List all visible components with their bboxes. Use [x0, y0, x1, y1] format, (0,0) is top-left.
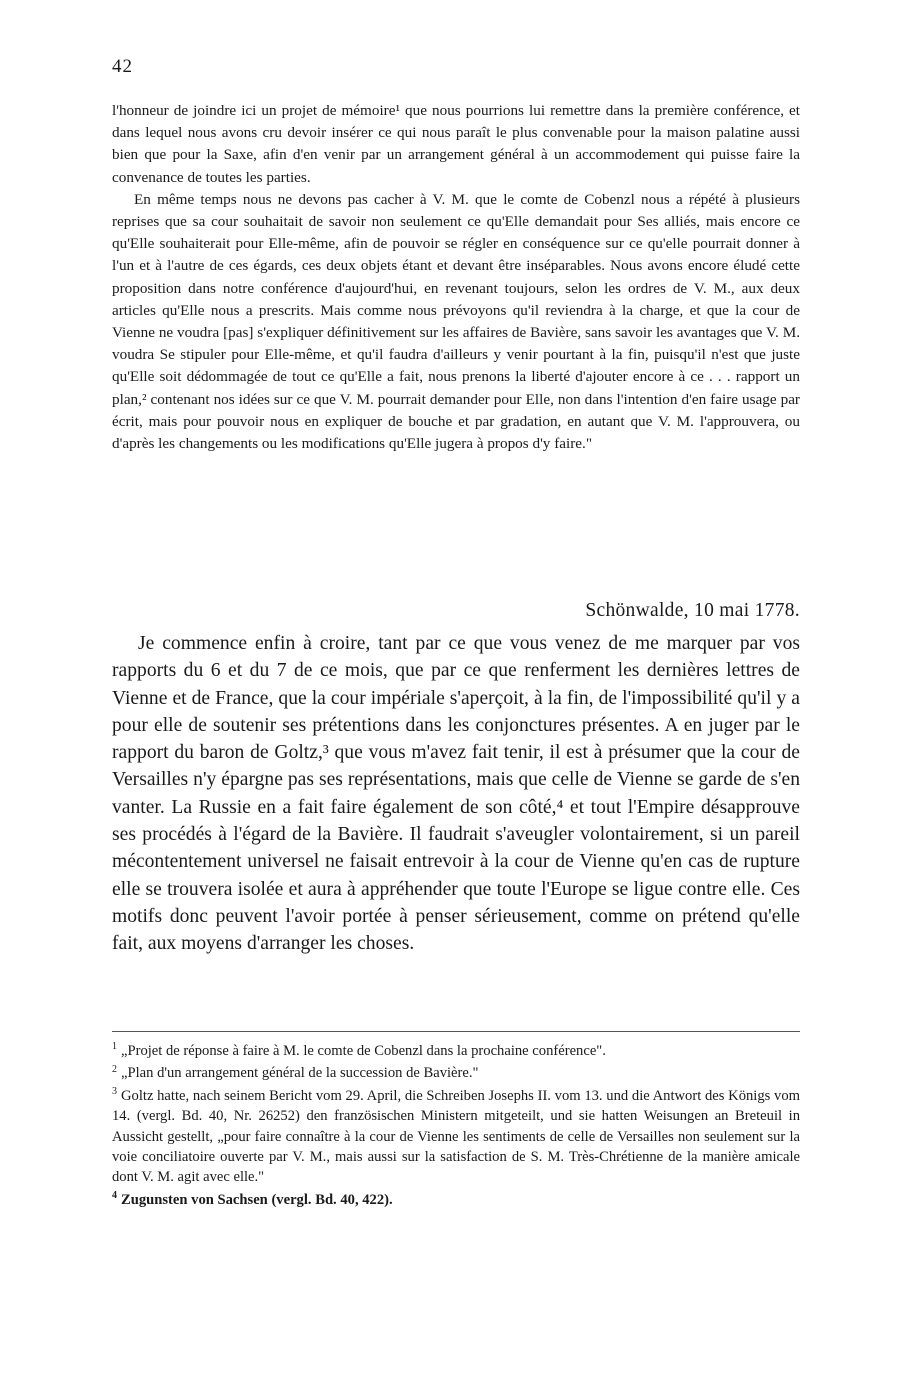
footnote-text: Zugunsten von Sachsen (vergl. Bd. 40, 422).	[121, 1191, 393, 1208]
main-letter-text	[112, 630, 800, 958]
footnote-3	[112, 1086, 800, 1188]
footnote-text: „Projet de réponse à faire à M. le comte de Cobenzl dans la prochaine conférence".	[121, 1043, 606, 1059]
footnote-4	[112, 1190, 800, 1210]
footnote-mark: 2	[112, 1063, 117, 1075]
footnote-mark: 1	[112, 1041, 117, 1053]
letter-end-paragraph: l'honneur de joindre ici un projet de mémoire¹ que nous pourrions lui remettre dans la première conférence, et dans lequel nous avons cru devoir insérer ce qui nous paraît le plus convenable pour la maison palatine aussi bien que pour la Saxe, afin d'en venir par un arrangement général à un accommodement qui puisse faire la convenance de toutes les parties.	[112, 102, 800, 186]
footnote-mark: 3	[112, 1085, 117, 1097]
page-number: 42	[112, 56, 133, 77]
main-letter-paragraph: Je commence enfin à croire, tant par ce que vous venez de me marquer par vos rapports du 6 et du 7 de ce mois, que par ce que renferment les dernières lettres de Vienne et de France, que la cour impériale s'aperçoit, à la fin, de l'impossibilité qu'il y a pour elle de soutenir ses prétentions dans les conjonctures présentes. A en juger par le rapport du baron de Goltz,³ que vous m'avez fait tenir, il est à présumer que la cour de Versailles n'y épargne pas ses représentations, mais que celle de Vienne se garde de s'en vanter. La Russie en a fait faire également de son côté,⁴ et tout l'Empire désapprouve ses procédés à l'égard de la Bavière. Il faudrait s'aveugler volontairement, si un pareil mécontentement universel ne faisait entrevoir à la cour de Vienne qu'en cas de rupture elle se trouvera isolée et aura à appréhender que toute l'Europe se ligue contre elle. Ces motifs donc peuvent l'avoir portée à penser sérieusement, comme on prétend qu'elle fait, aux moyens d'arranger les choses.	[112, 633, 800, 955]
footnotes	[112, 1041, 800, 1212]
letter-end-paragraph: En même temps nous ne devons pas cacher à V. M. que le comte de Cobenzl nous a répété à plusieurs reprises que sa cour souhaitait de savoir non seulement ce qu'Elle demandait pour Ses alliés, mais encore ce qu'Elle souhaiterait pour Elle-même, afin de pouvoir se régler en conséquence sur ce qu'elle pourrait donner à l'un et à l'autre de ces égards, ces deux objets étant et devant être inséparables. Nous avons encore éludé cette proposition dans notre conférence d'aujourd'hui, en revenant toujours, selon les ordres de V. M., aux deux articles qu'Elle nous a prescrits. Mais comme nous prévoyons qu'il reviendra à la charge, et que la cour de Vienne ne voudra [pas] s'expliquer définitivement sur les affaires de Bavière, sans savoir les avantages que V. M. voudra Se stipuler pour Elle-même, et qu'il faudra d'ailleurs y venir pourtant à la fin, puisqu'il n'est que juste qu'Elle soit dédommagée de tout ce qu'Elle a fait, nous prenons la liberté d'ajouter encore à ce . . . rapport un plan,² contenant nos idées sur ce que V. M. pourrait demander pour Elle, non dans l'intention d'en faire usage par écrit, mais pour pouvoir nous en expliquer de bouche et par gradation, en autant que V. M. l'approuvera, ou d'après les changements ou les modifications qu'Elle jugera à propos d'y faire."	[112, 190, 800, 453]
dateline: Schönwalde, 10 mai 1778.	[585, 600, 800, 621]
footnote-2	[112, 1063, 800, 1083]
letter-end-text	[112, 100, 800, 455]
footnote-text: „Plan d'un arrangement général de la succession de Bavière."	[121, 1065, 479, 1082]
footnote-divider	[112, 1031, 800, 1032]
footnote-1	[112, 1041, 800, 1061]
footnote-text: Goltz hatte, nach seinem Bericht vom 29. April, die Schreiben Josephs II. vom 13. und die Antwort des Königs vom 14. (vergl. Bd. 40, Nr. 26252) den französischen Ministern mitgeteilt, und sie hatten Weisungen an Breteuil in Aussicht gestellt, „pour faire connaître à la cour de Vienne les sentiments de celle de Versailles non seulement sur la voie conciliatoire ouverte par V. M., mais aussi sur la satisfaction de S. M. Très-Chrétienne de la manière amicale dont V. M. agit avec elle."	[112, 1087, 800, 1186]
footnote-mark: 4	[112, 1189, 117, 1201]
